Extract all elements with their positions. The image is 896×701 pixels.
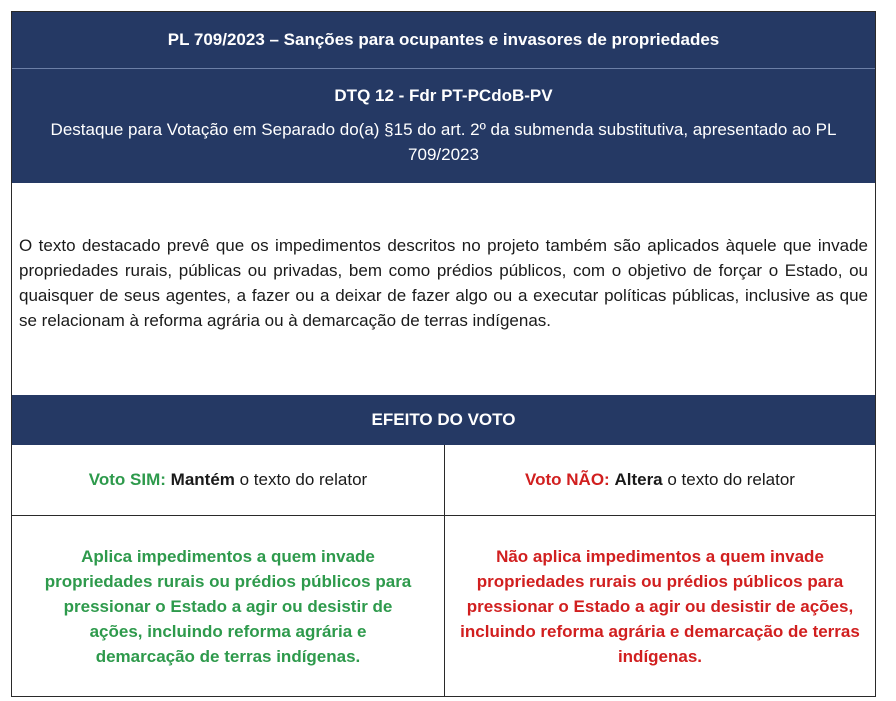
highlighted-text-summary: O texto destacado prevê que os impedimentos descritos no projeto também são aplicados àquele que invade propriedades rurais, públicas ou privadas, bem como prédios públicos, com o objetivo de forçar o Estado, ou quaisquer de seus agentes, a fazer ou a deixar de fazer algo ou a executar políticas públicas, inclusive as que se relacionam à reforma agrária ou à demarcação de terras indígenas. xyxy=(19,236,868,330)
vote-yes-label: Voto SIM: xyxy=(88,470,166,489)
dtq-code: DTQ 12 - Fdr PT-PCdoB-PV xyxy=(334,85,553,105)
vote-yes-description-text: Aplica impedimentos a quem invade propriedades rurais ou prédios públicos para pressionar o Estado a agir ou desistir de ações, incluindo reforma agrária e demarcação de terras indígenas. xyxy=(44,546,412,666)
effect-title: EFEITO DO VOTO xyxy=(12,395,875,445)
effect-grid xyxy=(12,445,875,696)
dtq-description: Destaque para Votação em Separado do(a) §15 do art. 2º da submenda substitutiva, apresentado ao PL 709/2023 xyxy=(50,119,837,164)
vote-yes-rest: o texto do relator xyxy=(234,470,368,489)
dtq-header xyxy=(12,69,875,183)
vote-no-verb: Altera xyxy=(614,470,663,489)
page-title: PL 709/2023 – Sanções para ocupantes e invasores de propriedades xyxy=(12,12,875,69)
vote-no-description-text: Não aplica impedimentos a quem invade propriedades rurais ou prédios públicos para pressionar o Estado a agir ou desistir de ações, incluindo reforma agrária e demarcação de terras indígenas. xyxy=(460,546,860,666)
vote-no-description xyxy=(445,516,875,696)
vote-no-header xyxy=(445,445,875,516)
vote-summary-table xyxy=(11,11,876,697)
vote-no-rest: o texto do relator xyxy=(662,470,795,489)
vote-no-label: Voto NÃO: xyxy=(525,470,610,489)
vote-yes-verb: Mantém xyxy=(170,470,235,489)
vote-yes-description xyxy=(12,516,445,696)
vote-yes-header xyxy=(12,445,445,516)
